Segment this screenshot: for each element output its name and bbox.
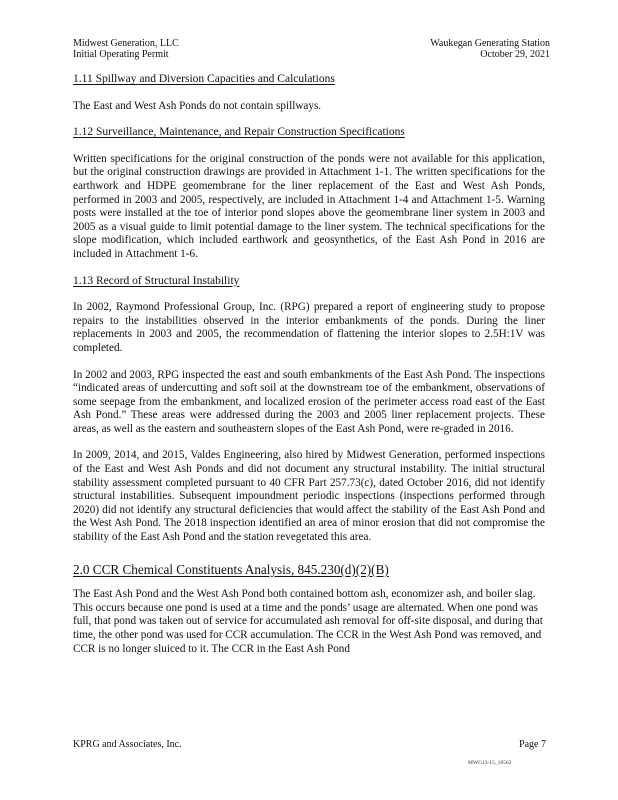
- header-left: [73, 38, 179, 60]
- section-heading-1-11: 1.11 Spillway and Diversion Capacities and Calculations: [73, 73, 335, 85]
- section-heading-2-0: 2.0 CCR Chemical Constituents Analysis, 845.230(d)(2)(B): [73, 561, 389, 577]
- footer-page-number: Page 7: [519, 739, 546, 750]
- document-id-stamp: MWG13-15_18563: [468, 760, 512, 766]
- header-date: October 29, 2021: [480, 49, 550, 60]
- section-1-13-paragraph-2: In 2002 and 2003, RPG inspected the east and south embankments of the East Ash Pond. The inspections “indicated areas of undercutting and soft soil at the downstream toe of the embankment, observations of some seepage from the embankment, and localized erosion of the perimeter access road east of the East Ash Pond.” These areas were addressed during the 2003 and 2005 liner replacement projects. These areas, as well as the eastern and southeastern slopes of the East Ash Pond, were re-graded in 2016.: [73, 368, 545, 435]
- header-company: Midwest Generation, LLC: [73, 38, 179, 49]
- section-2-0-paragraph: The East Ash Pond and the West Ash Pond both contained bottom ash, economizer ash, and boiler slag. This occurs because one pond is used at a time and the ponds’ usage are alternated. When one pond was full, that pond was taken out of service for accumulated ash removal for off-site disposal, and during that time, the other pond was used for CCR accumulation. The CCR in the West Ash Pond was removed, and CCR is no longer sluiced to it. The CCR in the East Ash Pond: [73, 588, 543, 655]
- section-heading-1-12: 1.12 Surveillance, Maintenance, and Repair Construction Specifications: [73, 126, 405, 139]
- page-footer: [73, 739, 546, 750]
- section-1-13-paragraph-3: In 2009, 2014, and 2015, Valdes Engineering, also hired by Midwest Generation, performed inspections of the East and West Ash Ponds and did not document any structural instability. The initial structural stability assessment completed pursuant to 40 CFR Part 257.73(c), dated October 2016, did not identify structural instabilities. Subsequent impoundment periodic inspections (inspections performed through 2020) did not identify any structural deficiencies that would affect the stability of the East Ash Pond and the West Ash Pond. The 2018 inspection identified an area of minor erosion that did not compromise the stability of the East Ash Pond and the station revegetated this area.: [73, 449, 545, 544]
- section-1-13-paragraph-1: In 2002, Raymond Professional Group, Inc. (RPG) prepared a report of engineering study to propose repairs to the instabilities observed in the interior embankments of the ponds. During the liner replacements in 2003 and 2005, the recommendation of flattening the interior slopes to 2.5H:1V was completed.: [73, 301, 545, 354]
- section-1-11-paragraph: The East and West Ash Ponds do not contain spillways.: [73, 99, 322, 112]
- section-heading-1-13: 1.13 Record of Structural Instability: [73, 274, 240, 287]
- header-document: Initial Operating Permit: [73, 49, 169, 60]
- page-content: [73, 73, 545, 669]
- footer-author: KPRG and Associates, Inc.: [73, 739, 182, 750]
- section-1-12-paragraph: Written specifications for the original construction of the ponds were not available for this application, but the original construction drawings are provided in Attachment 1-1. The written specifications for the earthwork and HDPE geomembrane for the liner replacement of the East and West Ash Ponds, performed in 2003 and 2005, respectively, are included in Attachment 1-4 and Attachment 1-5. Warning posts were installed at the toe of interior pond slopes above the geomembrane liner system in 2003 and 2005 as a visual guide to limit potential damage to the liner system. The technical specifications for the slope modification, which included earthwork and geosynthetics, of the East Ash Pond in 2016 are included in Attachment 1-6.: [73, 152, 545, 260]
- header-station: Waukegan Generating Station: [430, 38, 550, 49]
- header-right: [430, 38, 550, 60]
